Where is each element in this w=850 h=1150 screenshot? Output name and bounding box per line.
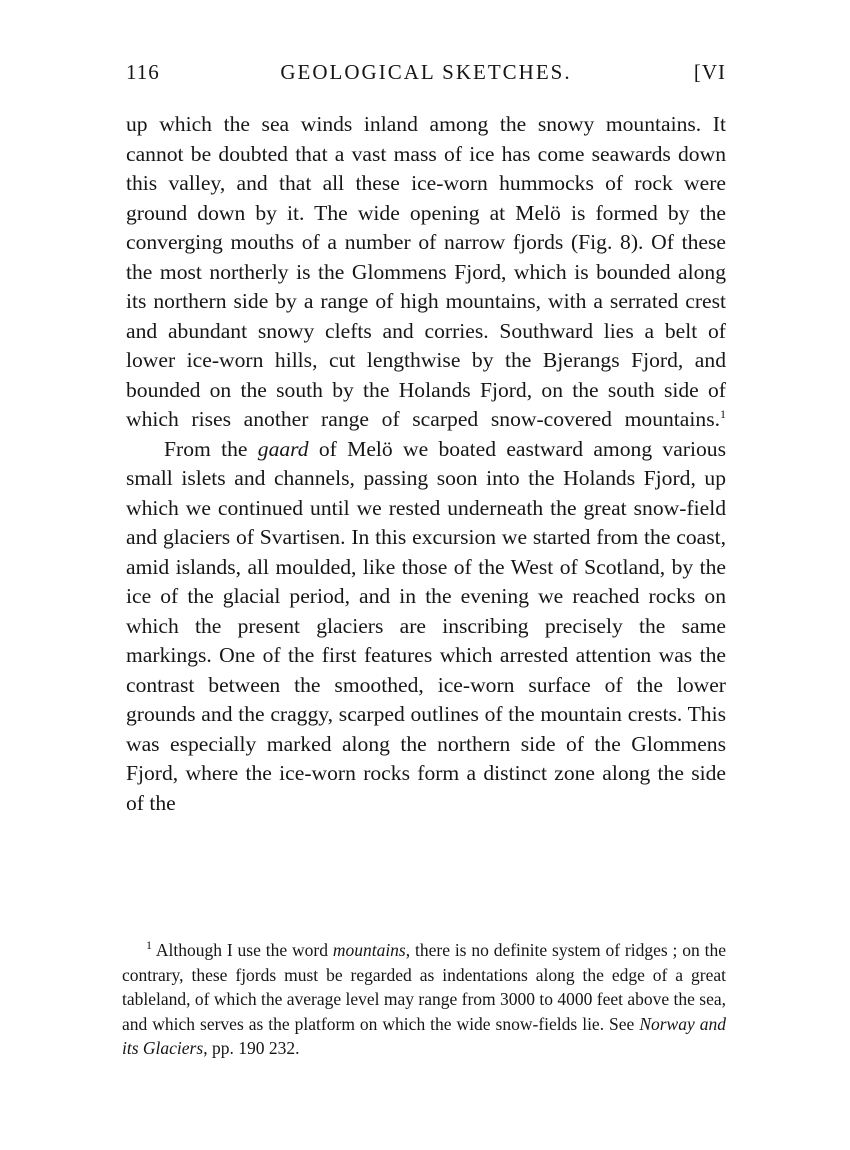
running-title: GEOLOGICAL SKETCHES. [280, 60, 572, 84]
footnote-italic-2: Norway and its Glaciers [122, 1013, 726, 1059]
paragraph-2-lead: From the [164, 436, 258, 461]
footnote [122, 938, 726, 1061]
paragraph-2-italic: gaard [257, 436, 309, 461]
paragraph-1-text: up which the sea winds inland among the snowy mountains. It cannot be doubted that a vast mass of ice has come seawards down this valley, and that all these ice-worn hummocks of rock were ground down by it. The wide opening at Melö is formed by the converging mouths of a number of narrow fjords (Fig. 8). Of these the most northerly is the Glommens Fjord, which is bounded along its northern side by a range of high mountains, with a serrated crest and abundant snowy clefts and corries. Southward lies a belt of lower ice-worn hills, cut lengthwise by the Bjerangs Fjord, and bounded on the south by the Holands Fjord, on the south side of which rises another range of scarped snow-covered mountains. [126, 112, 726, 431]
running-header [126, 60, 726, 92]
footnote-text [122, 938, 726, 1061]
footnote-part-2: , there is no definite system of ridges ; on the contrary, these fjords must be regarded as indentations along the edge of a great tableland, of which the average level may range from 3000 to 4000 feet above the sea, and which serves as the platform on which the wide snow-fields lie. See [122, 940, 727, 1034]
page-number: 116 [126, 60, 160, 84]
footnote-part-1: Although I use the word [152, 940, 333, 960]
section-marker: [VI [693, 60, 726, 84]
paragraph-2-text: of Melö we boated eastward among various small islets and channels, passing soon into the Holands Fjord, up which we continued until we rested underneath the great snow-field and glaciers of Svartisen. In this excursion we started from the coast, amid islands, all moulded, like those of the West of Scotland, by the ice of the glacial period, and in the evening we reached rocks on which the present glaciers are inscribing precisely the same markings. One of the first features which arrested attention was the contrast between the smoothed, ice-worn surface of the lower grounds and the craggy, scarped outlines of the mountain crests. This was especially marked along the northern side of the Glommens Fjord, where the ice-worn rocks form a distinct zone along the side of the [126, 436, 726, 815]
body-text [126, 110, 726, 818]
footnote-reference: 1 [720, 406, 726, 421]
footnote-marker: 1 [146, 938, 152, 953]
footnote-part-3: , pp. 190 232. [203, 1038, 300, 1059]
footnote-italic-1: mountains [332, 940, 406, 960]
paragraph-1 [126, 110, 726, 435]
paragraph-2 [126, 435, 726, 819]
